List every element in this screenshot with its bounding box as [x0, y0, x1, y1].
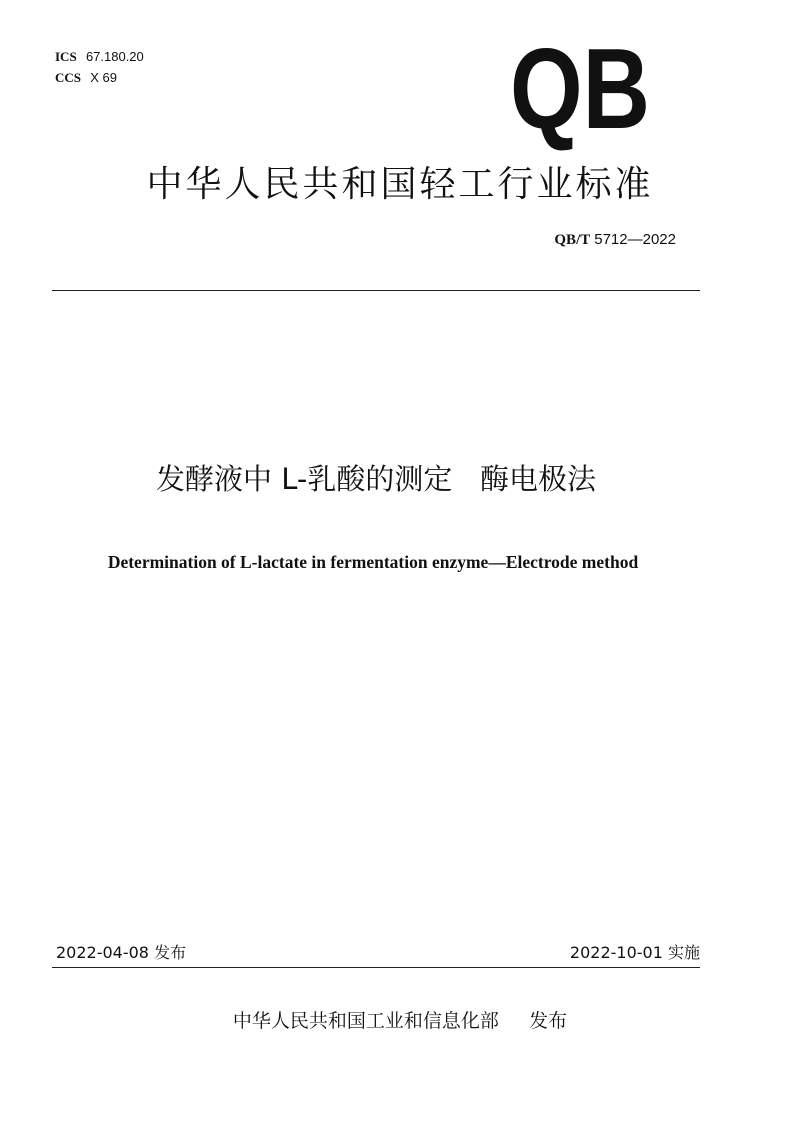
qb-logo-text: QB [510, 26, 650, 153]
ccs-code-row [55, 67, 144, 88]
ics-label: ICS [55, 49, 77, 64]
classification-codes [55, 46, 144, 88]
standard-title: 中华人民共和国轻工行业标准 [146, 164, 654, 205]
issue-date: 2022-04-08 发布 [56, 943, 187, 962]
standard-number-value: 5712—2022 [594, 231, 676, 248]
ics-value: 67.180.20 [85, 49, 144, 64]
qb-logo [509, 26, 651, 153]
document-title-en: Determination of L-lactate in fermentation enzyme—Electrode method [107, 552, 639, 572]
standard-number-prefix: QB/T [554, 232, 591, 248]
document-title-cn: 发酵液中 L-乳酸的测定 酶电极法 [156, 462, 596, 496]
header-divider [52, 290, 700, 291]
standard-number [554, 230, 676, 249]
ccs-label: CCS [55, 70, 82, 85]
ccs-value: X 69 [90, 70, 118, 85]
publisher-line: 中华人民共和国工业和信息化部 发布 [232, 1010, 568, 1032]
ics-code-row [55, 46, 144, 67]
implementation-date: 2022-10-01 实施 [569, 943, 700, 962]
footer-divider [52, 967, 700, 968]
